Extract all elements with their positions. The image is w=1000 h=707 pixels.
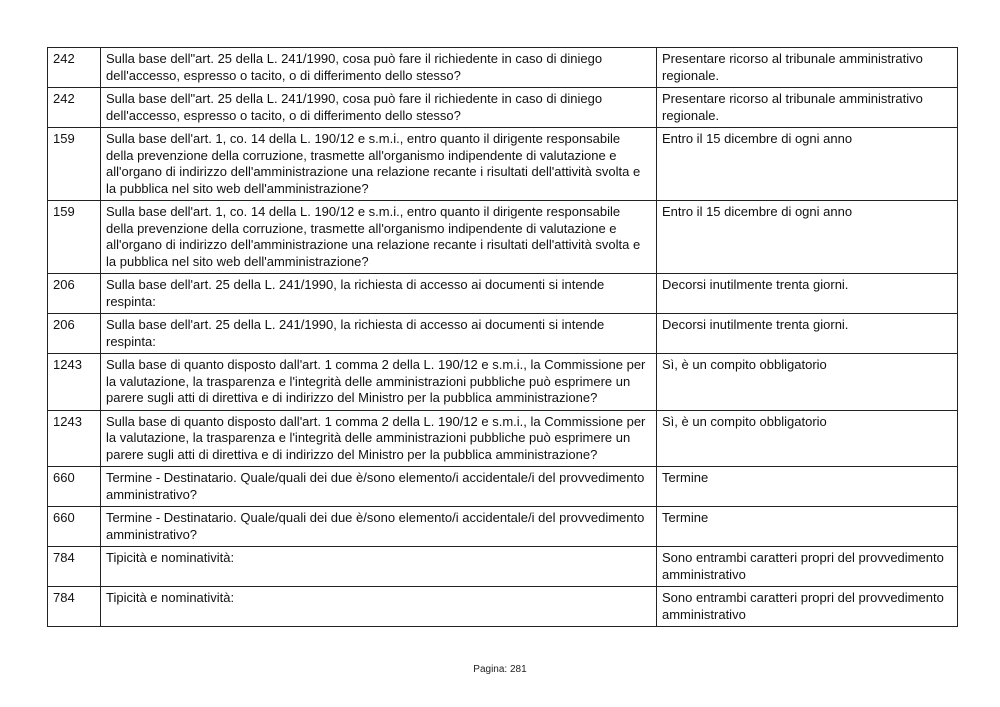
page-number: Pagina: 281 xyxy=(473,664,527,675)
question-text: Sulla base dell"art. 25 della L. 241/1990, cosa può fare il richiedente in caso di diniego dell'accesso, espresso o tacito, o di differimento dello stesso? xyxy=(101,88,657,128)
question-text: Sulla base dell'art. 1, co. 14 della L. 190/12 e s.m.i., entro quanto il dirigente responsabile della prevenzione della corruzione, trasmette all'organismo indipendente di valutazione e all'organo di indirizzo dell'amministrazione una relazione recante i risultati dell'attività svolta e la pubblica nel sito web dell'amministrazione? xyxy=(101,201,657,274)
question-id: 784 xyxy=(48,547,101,587)
table-row xyxy=(48,587,958,627)
table-row xyxy=(48,48,958,88)
question-id: 206 xyxy=(48,314,101,354)
answer-text: Presentare ricorso al tribunale amministrativo regionale. xyxy=(657,88,958,128)
question-text: Tipicità e nominatività: xyxy=(101,547,657,587)
answer-text: Decorsi inutilmente trenta giorni. xyxy=(657,274,958,314)
table-row xyxy=(48,467,958,507)
table-row xyxy=(48,410,958,467)
table-row xyxy=(48,201,958,274)
question-id: 206 xyxy=(48,274,101,314)
question-text: Sulla base dell'art. 1, co. 14 della L. 190/12 e s.m.i., entro quanto il dirigente responsabile della prevenzione della corruzione, trasmette all'organismo indipendente di valutazione e all'organo di indirizzo dell'amministrazione una relazione recante i risultati dell'attività svolta e la pubblica nel sito web dell'amministrazione? xyxy=(101,128,657,201)
question-id: 660 xyxy=(48,467,101,507)
question-text: Sulla base dell"art. 25 della L. 241/1990, cosa può fare il richiedente in caso di diniego dell'accesso, espresso o tacito, o di differimento dello stesso? xyxy=(101,48,657,88)
question-table xyxy=(47,47,958,627)
question-table-body xyxy=(48,48,958,627)
answer-text: Sì, è un compito obbligatorio xyxy=(657,410,958,467)
question-id: 159 xyxy=(48,201,101,274)
table-row xyxy=(48,314,958,354)
answer-text: Sì, è un compito obbligatorio xyxy=(657,354,958,411)
question-id: 660 xyxy=(48,507,101,547)
table-row xyxy=(48,128,958,201)
question-text: Sulla base di quanto disposto dall'art. 1 comma 2 della L. 190/12 e s.m.i., la Commissione per la valutazione, la trasparenza e l'integrità delle amministrazioni pubbliche può esprimere un parere sugli atti di direttiva e di indirizzo del Ministro per la pubblica amministrazione? xyxy=(101,354,657,411)
table-row xyxy=(48,354,958,411)
question-id: 242 xyxy=(48,88,101,128)
question-id: 784 xyxy=(48,587,101,627)
question-text: Sulla base di quanto disposto dall'art. 1 comma 2 della L. 190/12 e s.m.i., la Commissione per la valutazione, la trasparenza e l'integrità delle amministrazioni pubbliche può esprimere un parere sugli atti di direttiva e di indirizzo del Ministro per la pubblica amministrazione? xyxy=(101,410,657,467)
question-id: 242 xyxy=(48,48,101,88)
table-row xyxy=(48,274,958,314)
question-text: Sulla base dell'art. 25 della L. 241/1990, la richiesta di accesso ai documenti si intende respinta: xyxy=(101,274,657,314)
table-row xyxy=(48,507,958,547)
question-id: 159 xyxy=(48,128,101,201)
answer-text: Decorsi inutilmente trenta giorni. xyxy=(657,314,958,354)
question-text: Tipicità e nominatività: xyxy=(101,587,657,627)
question-text: Termine - Destinatario. Quale/quali dei due è/sono elemento/i accidentale/i del provvedimento amministrativo? xyxy=(101,507,657,547)
answer-text: Sono entrambi caratteri propri del provvedimento amministrativo xyxy=(657,547,958,587)
answer-text: Entro il 15 dicembre di ogni anno xyxy=(657,201,958,274)
table-row xyxy=(48,547,958,587)
table-row xyxy=(48,88,958,128)
answer-text: Termine xyxy=(657,507,958,547)
question-text: Termine - Destinatario. Quale/quali dei due è/sono elemento/i accidentale/i del provvedimento amministrativo? xyxy=(101,467,657,507)
answer-text: Presentare ricorso al tribunale amministrativo regionale. xyxy=(657,48,958,88)
question-id: 1243 xyxy=(48,354,101,411)
question-id: 1243 xyxy=(48,410,101,467)
answer-text: Sono entrambi caratteri propri del provvedimento amministrativo xyxy=(657,587,958,627)
answer-text: Entro il 15 dicembre di ogni anno xyxy=(657,128,958,201)
answer-text: Termine xyxy=(657,467,958,507)
question-text: Sulla base dell'art. 25 della L. 241/1990, la richiesta di accesso ai documenti si intende respinta: xyxy=(101,314,657,354)
